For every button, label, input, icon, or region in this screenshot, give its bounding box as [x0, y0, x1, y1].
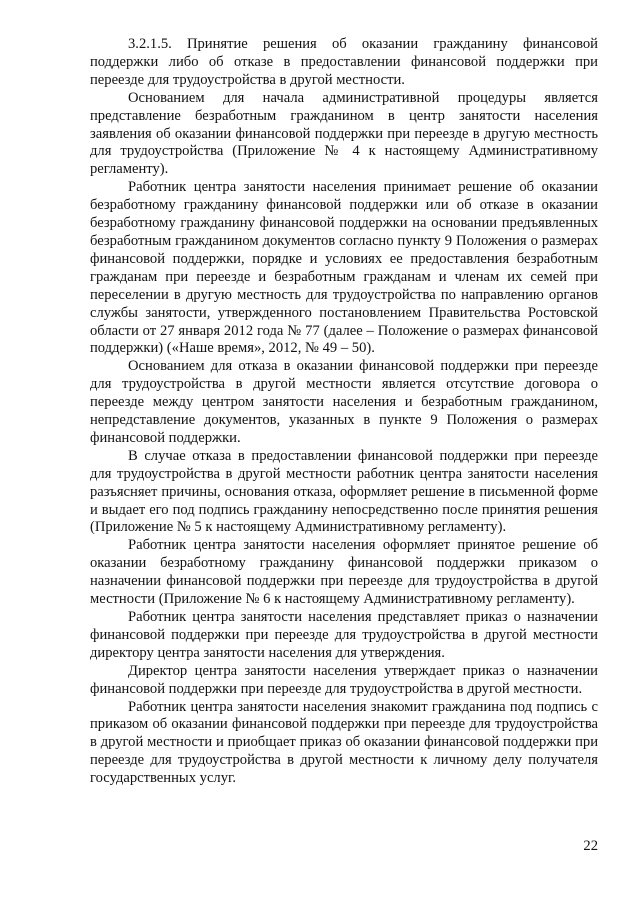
- section-heading-paragraph: 3.2.1.5. Принятие решения об оказании гражданину финансовой поддержки либо об отказе в предоставлении финансовой поддержки при переезде для трудоустройства в другой местности.: [90, 36, 598, 88]
- refusal-procedure-paragraph: В случае отказа в предоставлении финансовой поддержки при переезде для трудоустройства в другой местности работник центра занятости населения разъясняет причины, основания отказа, оформляет решение в письменной форме и выдает его под подпись гражданину непосредственно после принятия решения (Приложение № 5 к настоящему Административному регламенту).: [90, 447, 598, 536]
- document-body: [90, 36, 598, 788]
- order-approval-paragraph: Директор центра занятости населения утверждает приказ о назначении финансовой поддержки при переезде для трудоустройства в другой местности.: [90, 662, 598, 697]
- page-number: 22: [583, 838, 598, 854]
- refusal-basis-paragraph: Основанием для отказа в оказании финансовой поддержки при переезде для трудоустройства в другой местности является отсутствие договора о переезде между центром занятости населения и безработным гражданином, непредставление документов, указанных в пункте 9 Положения о размерах финансовой поддержки.: [90, 358, 598, 446]
- order-drafting-paragraph: Работник центра занятости населения оформляет принятое решение об оказании безработному гражданину финансовой поддержки приказом о назначении финансовой поддержки при переезде для трудоустройства в другой местности (Приложение № 6 к настоящему Административному регламенту).: [90, 537, 598, 608]
- order-submission-paragraph: Работник центра занятости населения представляет приказ о назначении финансовой поддержки при переезде для трудоустройства в другой местности директору центра занятости населения для утверждения.: [90, 609, 598, 661]
- order-acquaintance-paragraph: Работник центра занятости населения знакомит гражданина под подпись с приказом об оказании финансовой поддержки при переезде для трудоустройства в другой местности и приобщает приказ об оказании финансовой поддержки при переезде для трудоустройства в другой местности к личному делу получателя государственных услуг.: [90, 698, 598, 787]
- procedure-basis-paragraph: Основанием для начала административной процедуры является представление безработным гражданином в центр занятости населения заявления об оказании финансовой поддержки при переезде в другую местность для трудоустройства (Приложение № 4 к настоящему Административному регламенту).: [90, 89, 598, 178]
- decision-paragraph: Работник центра занятости населения принимает решение об оказании безработному гражданину финансовой поддержки или об отказе в оказании безработному гражданину финансовой поддержки на основании предъявленных безработным гражданином документов согласно пункту 9 Положения о размерах финансовой поддержки, порядке и условиях ее предоставления безработным гражданам при переезде и безработным гражданам и членам их семей при переселении в другую местность для трудоустройства по направлению органов службы занятости, утвержденного постановлением Правительства Ростовской области от 27 января 2012 года № 77 (далее – Положение о размерах финансовой поддержки) («Наше время», 2012, № 49 – 50).: [90, 179, 598, 357]
